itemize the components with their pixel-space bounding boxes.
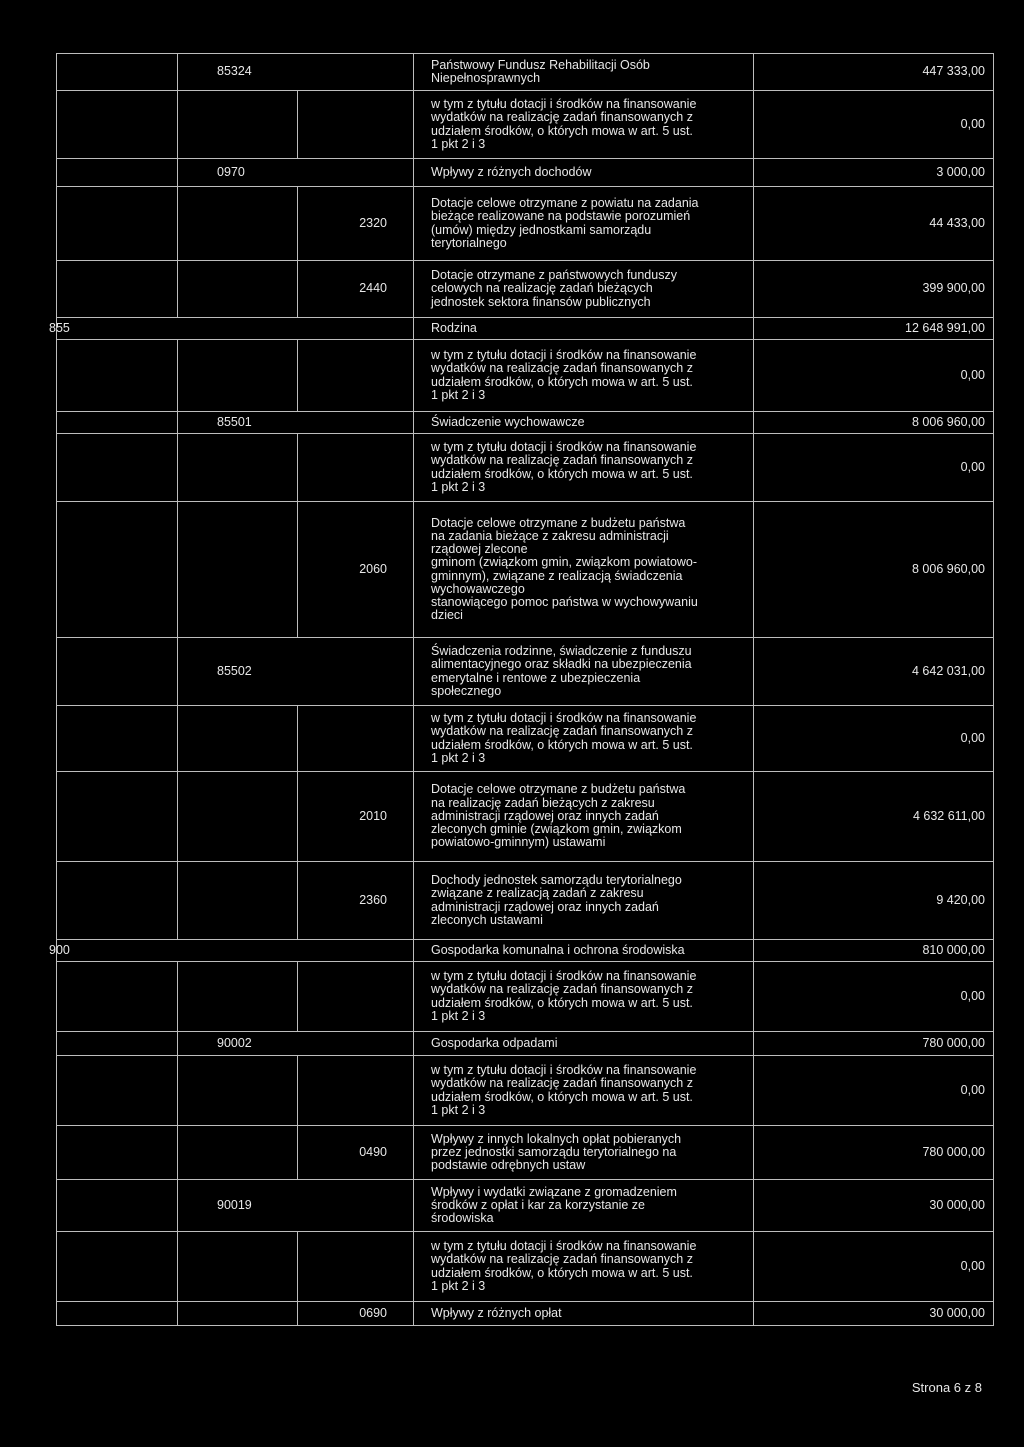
column-divider — [753, 318, 754, 339]
column-divider — [297, 962, 298, 1031]
column-divider — [413, 706, 414, 771]
column-divider — [753, 706, 754, 771]
rozdzial-code: 85324 — [217, 64, 252, 79]
row-description: Dotacje celowe otrzymane z budżetu państwa na realizację zadań bieżących z zakresu administracji rządowej oraz innych zadań zleconych gminie (związkom gmin, związkom powiatowo-gminnym) ustawami — [431, 782, 686, 850]
row-amount: 3 000,00 — [936, 164, 985, 179]
row-description: Wpływy z różnych dochodów — [431, 164, 592, 179]
row-amount: 4 642 031,00 — [912, 663, 985, 678]
table-row — [56, 434, 994, 502]
row-description: Dochody jednostek samorządu terytorialnego związane z realizacją zadań z zakresu administracji rządowej oraz innych zadań zleconych ustawami — [431, 873, 682, 927]
row-description: Świadczenie wychowawcze — [431, 414, 585, 429]
column-divider — [753, 340, 754, 411]
column-divider — [177, 772, 178, 861]
row-amount: 780 000,00 — [922, 1035, 985, 1050]
row-amount: 30 000,00 — [929, 1305, 985, 1320]
rozdzial-code: 0970 — [217, 164, 245, 179]
row-amount: 399 900,00 — [922, 281, 985, 296]
table-row — [56, 1180, 994, 1232]
column-divider — [297, 1056, 298, 1125]
table-row — [56, 159, 994, 187]
column-divider — [413, 434, 414, 501]
column-divider — [177, 1302, 178, 1325]
row-amount: 780 000,00 — [922, 1144, 985, 1159]
row-amount: 447 333,00 — [922, 64, 985, 79]
column-divider — [413, 261, 414, 317]
column-divider — [177, 91, 178, 158]
dzial-code: 855 — [49, 320, 70, 335]
row-description: w tym z tytułu dotacji i środków na finansowanie wydatków na realizację zadań finansowanych z udziałem środków, o których mowa w art. 5 ust. 1 pkt 2 i 3 — [431, 440, 697, 494]
column-divider — [177, 1126, 178, 1179]
row-description: Dotacje celowe otrzymane z budżetu państwa na zadania bieżące z zakresu administracji rządowej zlecone gminom (związkom gmin, związkom powiatowo- gminnym), związane z realizacją świadczenia wychowawczego stanowiącego pomoc państwa w wychowywaniu dzieci — [431, 515, 698, 623]
row-amount: 44 433,00 — [929, 215, 985, 230]
table-row — [56, 1126, 994, 1180]
table-row — [56, 706, 994, 772]
table-row — [56, 340, 994, 412]
column-divider — [413, 1126, 414, 1179]
row-description: Gospodarka odpadami — [431, 1035, 558, 1050]
row-description: w tym z tytułu dotacji i środków na finansowanie wydatków na realizację zadań finansowanych z udziałem środków, o których mowa w art. 5 ust. 1 pkt 2 i 3 — [431, 1239, 697, 1293]
table-row — [56, 1056, 994, 1126]
row-amount: 0,00 — [960, 1258, 985, 1273]
row-description: Państwowy Fundusz Rehabilitacji Osób Niepełnosprawnych — [431, 57, 650, 85]
row-amount: 8 006 960,00 — [912, 414, 985, 429]
column-divider — [297, 91, 298, 158]
column-divider — [413, 159, 414, 186]
row-description: Dotacje otrzymane z państwowych funduszy celowych na realizację zadań bieżących jednostek sektora finansów publicznych — [431, 268, 677, 309]
column-divider — [297, 1302, 298, 1325]
column-divider — [177, 862, 178, 939]
column-divider — [753, 772, 754, 861]
row-description: Rodzina — [431, 320, 477, 335]
column-divider — [297, 706, 298, 771]
row-description: w tym z tytułu dotacji i środków na finansowanie wydatków na realizację zadań finansowanych z udziałem środków, o których mowa w art. 5 ust. 1 pkt 2 i 3 — [431, 969, 697, 1023]
column-divider — [413, 91, 414, 158]
column-divider — [753, 638, 754, 705]
row-description: Wpływy z innych lokalnych opłat pobieranych przez jednostki samorządu terytorialnego na podstawie odrębnych ustaw — [431, 1131, 682, 1173]
column-divider — [297, 434, 298, 501]
table-row — [49, 940, 994, 962]
column-divider — [753, 159, 754, 186]
table-row — [56, 772, 994, 862]
paragraf-code: 2440 — [359, 281, 387, 296]
rozdzial-code: 90002 — [217, 1035, 252, 1050]
row-amount: 810 000,00 — [922, 942, 985, 957]
row-description: Gospodarka komunalna i ochrona środowiska — [431, 942, 685, 957]
column-divider — [753, 187, 754, 260]
table-row — [56, 412, 994, 434]
column-divider — [753, 962, 754, 1031]
row-amount: 0,00 — [960, 459, 985, 474]
column-divider — [177, 1180, 178, 1231]
column-divider — [753, 261, 754, 317]
row-description: Świadczenia rodzinne, świadczenie z funduszu alimentacyjnego oraz składki na ubezpieczenia emerytalne i rentowe z ubezpieczenia społecznego — [431, 644, 692, 698]
column-divider — [753, 1180, 754, 1231]
row-amount: 4 632 611,00 — [912, 808, 985, 823]
row-amount: 12 648 991,00 — [905, 320, 985, 335]
column-divider — [177, 1032, 178, 1055]
column-divider — [413, 772, 414, 861]
row-amount: 9 420,00 — [936, 892, 985, 907]
table-row — [56, 1032, 994, 1056]
column-divider — [297, 862, 298, 939]
column-divider — [413, 940, 414, 961]
column-divider — [177, 434, 178, 501]
column-divider — [753, 1032, 754, 1055]
column-divider — [177, 159, 178, 186]
column-divider — [413, 1232, 414, 1301]
column-divider — [177, 187, 178, 260]
column-divider — [753, 412, 754, 433]
column-divider — [297, 340, 298, 411]
row-amount: 0,00 — [960, 730, 985, 745]
table-row — [56, 187, 994, 261]
row-description: w tym z tytułu dotacji i środków na finansowanie wydatków na realizację zadań finansowanych z udziałem środków, o których mowa w art. 5 ust. 1 pkt 2 i 3 — [431, 1063, 697, 1117]
table-row — [56, 862, 994, 940]
column-divider — [753, 434, 754, 501]
paragraf-code: 2060 — [359, 561, 387, 576]
dzial-code: 900 — [49, 942, 70, 957]
row-amount: 0,00 — [960, 367, 985, 382]
column-divider — [413, 962, 414, 1031]
column-divider — [177, 54, 178, 90]
column-divider — [177, 1232, 178, 1301]
column-divider — [177, 962, 178, 1031]
column-divider — [413, 862, 414, 939]
column-divider — [753, 54, 754, 90]
rozdzial-code: 85501 — [217, 414, 252, 429]
column-divider — [297, 187, 298, 260]
row-description: w tym z tytułu dotacji i środków na finansowanie wydatków na realizację zadań finansowanych z udziałem środków, o których mowa w art. 5 ust. 1 pkt 2 i 3 — [431, 97, 697, 151]
column-divider — [177, 638, 178, 705]
column-divider — [753, 1056, 754, 1125]
column-divider — [753, 1302, 754, 1325]
column-divider — [413, 318, 414, 339]
column-divider — [413, 1302, 414, 1325]
column-divider — [753, 1126, 754, 1179]
rozdzial-code: 85502 — [217, 663, 252, 678]
column-divider — [177, 340, 178, 411]
column-divider — [413, 187, 414, 260]
paragraf-code: 2360 — [359, 892, 387, 907]
column-divider — [297, 502, 298, 637]
row-amount: 30 000,00 — [929, 1197, 985, 1212]
column-divider — [413, 54, 414, 90]
column-divider — [753, 1232, 754, 1301]
page-number: Strona 6 z 8 — [911, 1380, 982, 1395]
row-description: Dotacje celowe otrzymane z powiatu na zadania bieżące realizowane na podstawie porozumień (umów) między jednostkami samorządu terytorialnego — [431, 196, 699, 250]
column-divider — [753, 91, 754, 158]
table-row — [49, 318, 994, 340]
row-amount: 0,00 — [960, 116, 985, 131]
column-divider — [413, 340, 414, 411]
column-divider — [297, 1126, 298, 1179]
rozdzial-code: 90019 — [217, 1197, 252, 1212]
table-row — [56, 1302, 994, 1326]
column-divider — [753, 862, 754, 939]
column-divider — [413, 1056, 414, 1125]
column-divider — [753, 502, 754, 637]
paragraf-code: 0490 — [359, 1144, 387, 1159]
row-description: w tym z tytułu dotacji i środków na finansowanie wydatków na realizację zadań finansowanych z udziałem środków, o których mowa w art. 5 ust. 1 pkt 2 i 3 — [431, 348, 697, 402]
row-description: w tym z tytułu dotacji i środków na finansowanie wydatków na realizację zadań finansowanych z udziałem środków, o których mowa w art. 5 ust. 1 pkt 2 i 3 — [431, 711, 697, 765]
row-description: Wpływy z różnych opłat — [431, 1305, 562, 1320]
table-row — [56, 261, 994, 318]
table-row — [56, 1232, 994, 1302]
row-amount: 8 006 960,00 — [912, 561, 985, 576]
column-divider — [297, 772, 298, 861]
column-divider — [413, 638, 414, 705]
column-divider — [413, 1032, 414, 1055]
paragraf-code: 2320 — [359, 215, 387, 230]
row-amount: 0,00 — [960, 988, 985, 1003]
paragraf-code: 0690 — [359, 1305, 387, 1320]
column-divider — [177, 502, 178, 637]
row-description: Wpływy i wydatki związane z gromadzeniem środków z opłat i kar za korzystanie ze środowiska — [431, 1184, 677, 1226]
table-row — [56, 91, 994, 159]
table-row — [56, 962, 994, 1032]
table-row — [56, 638, 994, 706]
column-divider — [413, 502, 414, 637]
paragraf-code: 2010 — [359, 808, 387, 823]
row-amount: 0,00 — [960, 1082, 985, 1097]
column-divider — [177, 1056, 178, 1125]
column-divider — [177, 261, 178, 317]
table-row — [56, 502, 994, 638]
column-divider — [177, 412, 178, 433]
column-divider — [753, 940, 754, 961]
table-row — [56, 53, 994, 91]
column-divider — [297, 1232, 298, 1301]
column-divider — [297, 261, 298, 317]
column-divider — [413, 412, 414, 433]
column-divider — [413, 1180, 414, 1231]
column-divider — [177, 706, 178, 771]
budget-table — [49, 53, 994, 1326]
